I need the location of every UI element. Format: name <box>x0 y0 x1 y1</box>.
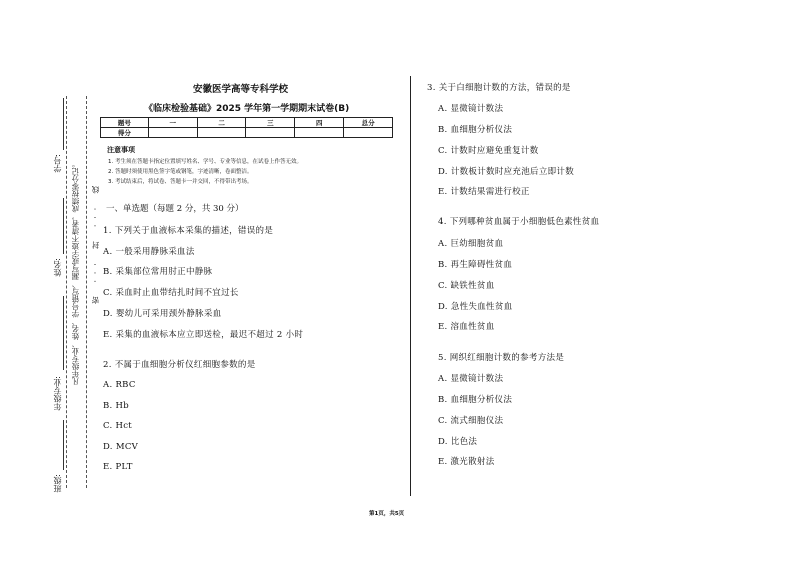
question-4-option-d: D. 急性失血性贫血 <box>438 302 513 312</box>
score-col-4: 四 <box>295 118 344 128</box>
notice-title: 注意事项 <box>107 146 135 154</box>
score-table <box>100 117 393 138</box>
binding-warning: 凡年级专业、姓名、学号错写、漏写或字迹不清者，成绩按零分记。 <box>71 160 80 385</box>
field-name-line <box>63 198 64 254</box>
question-3-option-b: B. 血细胞分析仪法 <box>438 125 513 135</box>
question-4-option-e: E. 溶血性贫血 <box>438 322 495 332</box>
field-class-line <box>63 420 64 470</box>
question-3-option-e: E. 计数结果需进行校正 <box>438 187 530 197</box>
field-class-label: 班级: <box>53 474 62 493</box>
score-col-total: 总分 <box>344 118 393 128</box>
question-2-stem: 2. 不属于血细胞分析仪红细胞参数的是 <box>103 360 256 370</box>
binding-line-inner <box>86 96 87 488</box>
question-5-option-a: A. 显微镜计数法 <box>438 374 504 384</box>
score-col-label: 题号 <box>101 118 149 128</box>
question-2-option-e: E. PLT <box>103 462 133 472</box>
column-divider <box>410 76 411 496</box>
question-5-option-c: C. 流式细胞仪法 <box>438 416 504 426</box>
question-4-option-c: C. 缺铁性贫血 <box>438 281 495 291</box>
question-2-option-b: B. Hb <box>103 401 130 411</box>
question-5-option-d: D. 比色法 <box>438 437 478 447</box>
question-1-option-d: D. 婴幼儿可采用颈外静脉采血 <box>103 309 222 319</box>
question-2-option-a: A. RBC <box>103 380 136 390</box>
exam-title: 《临床检验基础》2025 学年第一学期期末试卷(B) <box>144 104 350 114</box>
score-cell-total <box>344 128 393 138</box>
notice-item-2: 2. 答题时须使用黑色签字笔或钢笔，字迹清晰，卷面整洁。 <box>108 169 253 175</box>
school-name: 安徽医学高等专科学校 <box>193 84 289 95</box>
score-cell-4 <box>295 128 344 138</box>
score-col-3: 三 <box>246 118 295 128</box>
question-3-option-c: C. 计数时应避免重复计数 <box>438 146 539 156</box>
question-3-option-a: A. 显微镜计数法 <box>438 104 504 114</box>
binding-seal-text: 密 ··· 封 ··· 线 <box>91 180 100 305</box>
question-1-option-e: E. 采集的血液标本应立即送检，最迟不超过 2 小时 <box>103 330 304 340</box>
field-name-label: 姓名: <box>53 258 62 277</box>
binding-line-outer <box>66 96 67 488</box>
field-grade-major-line <box>63 296 64 370</box>
page-number: 第1页，共5页 <box>369 511 405 517</box>
question-4-stem: 4. 下列哪种贫血属于小细胞低色素性贫血 <box>438 217 600 227</box>
notice-item-1: 1. 考生须在答题卡指定位置填写姓名、学号、专业等信息，在试卷上作答无效。 <box>108 159 302 165</box>
question-1-option-c: C. 采血时止血带结扎时间不宜过长 <box>103 288 239 298</box>
question-1-option-a: A. 一般采用静脉采血法 <box>103 247 195 257</box>
section-one-title: 一、单选题（每题 2 分，共 30 分） <box>106 204 244 214</box>
question-2-option-d: D. MCV <box>103 442 139 452</box>
question-5-option-e: E. 激光散射法 <box>438 457 495 467</box>
question-4-option-a: A. 巨幼细胞贫血 <box>438 239 504 249</box>
question-2-option-c: C. Hct <box>103 421 132 431</box>
score-row-label: 得分 <box>101 128 149 138</box>
question-5-stem: 5. 网织红细胞计数的参考方法是 <box>438 353 565 363</box>
question-3-option-d: D. 计数板计数时应充池后立即计数 <box>438 167 575 177</box>
score-col-1: 一 <box>148 118 197 128</box>
question-1-option-b: B. 采集部位常用肘正中静脉 <box>103 267 213 277</box>
score-cell-3 <box>246 128 295 138</box>
field-grade-major-label: 年级专业: <box>53 376 62 411</box>
field-student-id-label: 学号: <box>53 154 62 173</box>
question-3-stem: 3. 关于白细胞计数的方法，错误的是 <box>427 83 571 93</box>
question-1-stem: 1. 下列关于血液标本采集的描述，错误的是 <box>103 226 274 236</box>
question-5-option-b: B. 血细胞分析仪法 <box>438 395 513 405</box>
notice-item-3: 3. 考试结束后，将试卷、答题卡一并交回，不得带出考场。 <box>108 179 253 185</box>
score-cell-1 <box>148 128 197 138</box>
score-col-2: 二 <box>197 118 246 128</box>
field-student-id-line <box>63 98 64 150</box>
score-cell-2 <box>197 128 246 138</box>
question-4-option-b: B. 再生障碍性贫血 <box>438 260 513 270</box>
